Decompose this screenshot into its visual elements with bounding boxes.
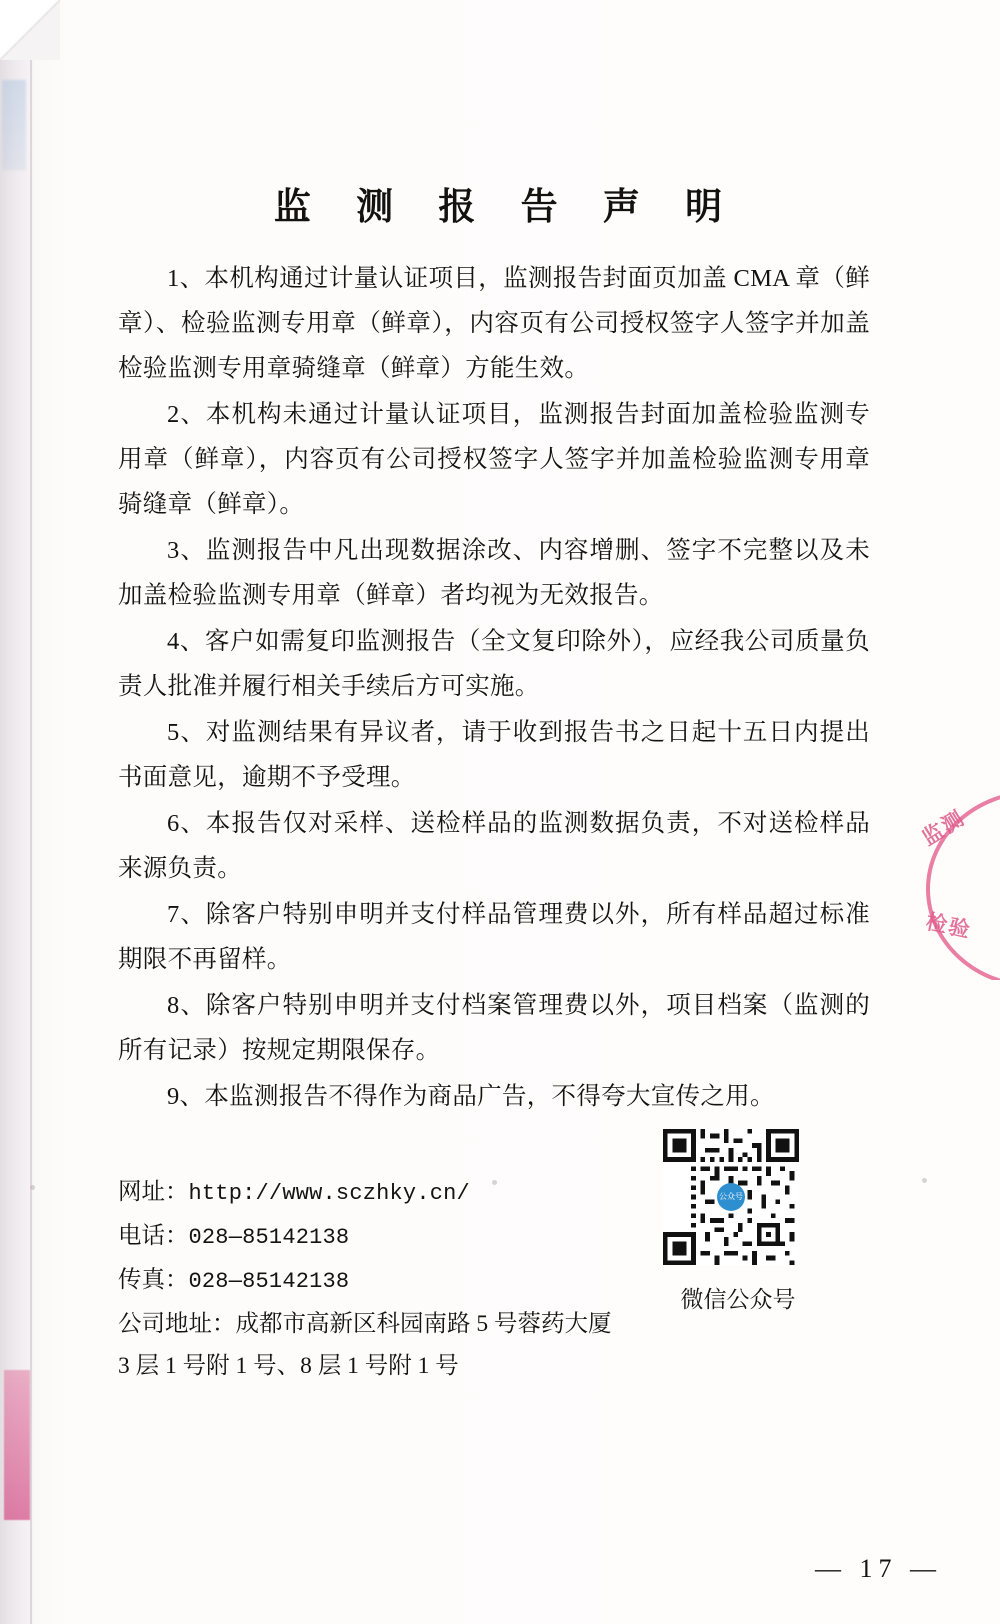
clause-item: 1、本机构通过计量认证项目，监测报告封面页加盖 CMA 章（鲜章）、检验监测专用章（鲜章），内容页有公司授权签字人签字并加盖检验监测专用章骑缝章（鲜章）方能生效。	[118, 265, 870, 382]
qr-center-logo-label: 公众号	[719, 1192, 743, 1201]
page-number: — 17 —	[815, 1554, 942, 1583]
clause-item: 2、本机构未通过计量认证项目，监测报告封面加盖检验监测专用章（鲜章），内容页有公司授权签字人签字并加盖检验监测专用章骑缝章（鲜章）。	[118, 401, 870, 518]
clause-item: 8、除客户特别申明并支付档案管理费以外，项目档案（监测的所有记录）按规定期限保存。	[118, 992, 870, 1064]
clause-item: 9、本监测报告不得作为商品广告，不得夸大宣传之用。	[167, 1083, 775, 1110]
website-label: 网址：	[118, 1179, 189, 1205]
qr-caption: 微信公众号	[680, 1287, 796, 1312]
page-binding-line	[30, 0, 32, 1624]
address-label: 公司地址：	[118, 1311, 236, 1337]
contact-fax	[118, 1259, 638, 1303]
contact-address-line-2: 3 层 1 号附 1 号、8 层 1 号附 1 号	[118, 1353, 459, 1379]
clause-item: 6、本报告仅对采样、送检样品的监测数据负责，不对送检样品来源负责。	[118, 810, 870, 882]
clause-item: 5、对监测结果有异议者，请于收到报告书之日起十五日内提出书面意见，逾期不予受理。	[118, 719, 870, 791]
paper-speck	[922, 1178, 927, 1183]
qr-center-logo	[717, 1183, 745, 1211]
clause-item: 3、监测报告中凡出现数据涂改、内容增删、签字不完整以及未加盖检验监测专用章（鲜章）者均视为无效报告。	[118, 537, 870, 609]
fax-value: 028—85142138	[188, 1269, 350, 1294]
page-corner-fold	[0, 0, 60, 60]
clause-list	[118, 256, 878, 1119]
contact-block	[118, 1171, 638, 1387]
page-edge-pink-mark	[4, 1370, 30, 1520]
phone-value: 028—85142138	[188, 1225, 350, 1250]
fax-label: 传真：	[118, 1267, 189, 1293]
phone-label: 电话：	[118, 1223, 189, 1249]
clause-item: 7、除客户特别申明并支付样品管理费以外，所有样品超过标准期限不再留样。	[118, 901, 870, 973]
red-seal-fragment	[914, 790, 1000, 980]
contact-address-line-1	[118, 1303, 638, 1345]
address-value-1: 成都市高新区科园南路 5 号蓉药大厦	[235, 1311, 612, 1337]
page-title: 监 测 报 告 声 明	[273, 187, 741, 228]
seal-text-1: 监测	[917, 805, 970, 851]
qr-code-image	[663, 1129, 799, 1265]
seal-text-2: 检验	[923, 909, 974, 943]
clause-item: 4、客户如需复印监测报告（全文复印除外），应经我公司质量负责人批准并履行相关手续后方可实施。	[118, 628, 870, 700]
wechat-qr-block	[663, 1129, 803, 1314]
website-value: http://www.sczhky.cn/	[188, 1181, 470, 1206]
contact-phone	[118, 1215, 638, 1259]
contact-website	[118, 1171, 638, 1215]
page-edge-blue-mark	[2, 80, 26, 170]
paper-speck	[30, 1185, 35, 1190]
